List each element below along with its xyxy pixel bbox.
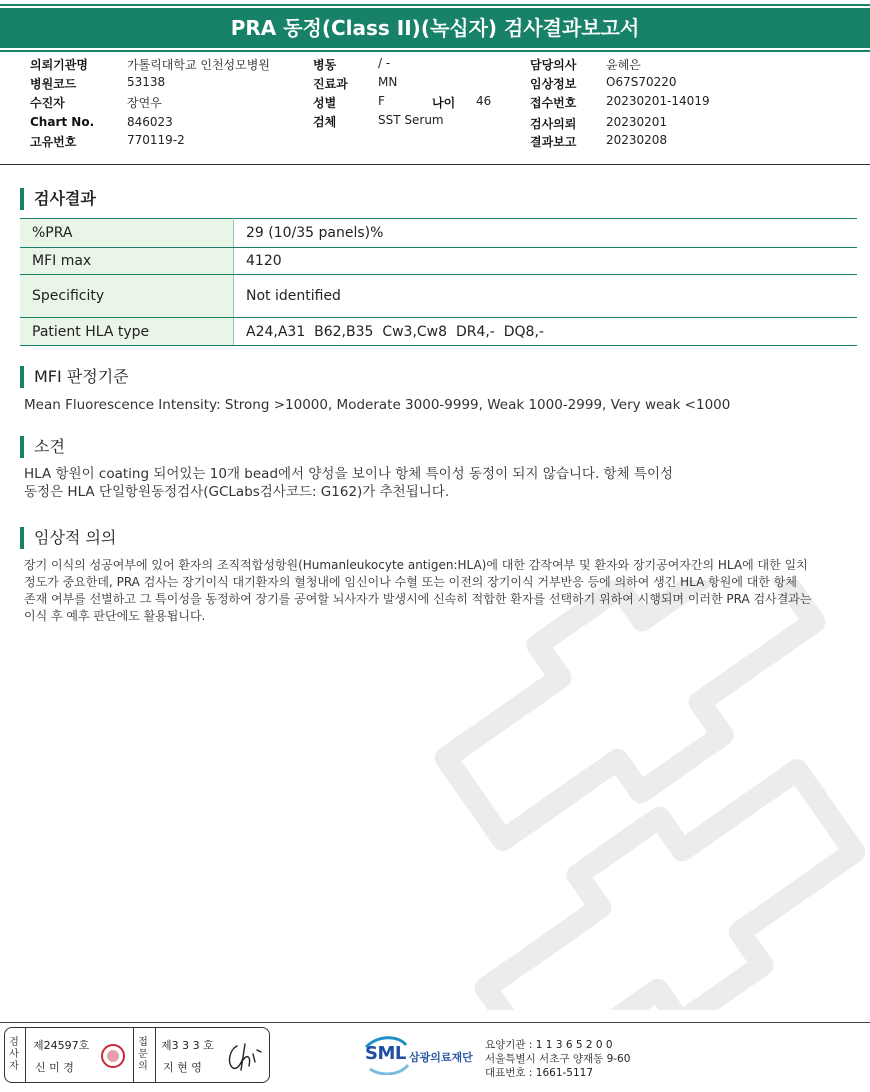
unique-value: 770119-2 (127, 133, 185, 147)
approver-label: 접문의 (138, 1037, 148, 1072)
ward-value: / - (378, 56, 391, 70)
opinion-line: 동정은 HLA 단일항원동정검사(GCLabs검사코드: G162)가 추천됩니다. (24, 484, 450, 500)
sex-label: 성별 (313, 96, 337, 110)
logo-text: SML (365, 1043, 406, 1064)
patient-value: 장연우 (127, 96, 162, 110)
cross-watermark-icon (380, 580, 870, 1010)
footer-divider (0, 1022, 870, 1023)
report-value: 20230208 (606, 133, 668, 147)
opinion-line: HLA 항원이 coating 되어있는 10개 bead에서 양성을 보이나 항체 특이성 동정이 되지 않습니다. 항체 특이성 (24, 466, 674, 482)
dept-value: MN (378, 75, 398, 89)
dept-label: 진료과 (313, 77, 348, 91)
opinion-heading: 소견 (20, 436, 65, 458)
table-row (20, 219, 857, 248)
approver-number: 제3 3 3 호 (161, 1039, 214, 1052)
specimen-label: 검체 (313, 115, 337, 129)
result-value: A24,A31 B62,B35 Cw3,Cw8 DR4,- DQ8,- (234, 318, 858, 346)
clinical-significance-line: 이식 후 예후 판단에도 활용됩니다. (24, 609, 206, 623)
chart-value: 846023 (127, 115, 173, 129)
mfi-heading: MFI 판정기준 (20, 366, 129, 388)
result-key: Specificity (20, 275, 234, 318)
result-key: Patient HLA type (20, 318, 234, 346)
request-label: 검사의뢰 (530, 117, 577, 131)
address: 서울특별시 서초구 양재동 9-60 (485, 1053, 631, 1065)
seal-stamp (101, 1044, 125, 1068)
unique-label: 고유번호 (30, 135, 77, 149)
clinical-significance-line: 정도가 중요한데, PRA 검사는 장기이식 대기환자의 혈청내에 임신이나 수혈 또는 이전의 장기이식 거부반응 등에 의하여 생긴 HLA 항원에 대한 항체 (24, 575, 797, 589)
receipt-value: 20230201-14019 (606, 94, 710, 108)
age-label: 나이 (432, 96, 456, 110)
result-value: Not identified (234, 275, 858, 318)
institution-value: 가톨릭대학교 인천성모병원 (127, 58, 270, 72)
result-key: MFI max (20, 248, 234, 275)
institution-code: 요양기관 : 1 1 3 6 5 2 0 0 (485, 1039, 613, 1051)
age-value: 46 (476, 94, 492, 108)
table-row (20, 248, 857, 275)
approver-name: 지 현 영 (163, 1061, 202, 1074)
examiner-number: 제24597호 (33, 1039, 90, 1052)
report-title: PRA 동정(Class II)(녹십자) 검사결과보고서 (0, 8, 870, 48)
clinical-significance-heading: 임상적 의의 (20, 527, 116, 549)
clinical-label: 임상정보 (530, 77, 577, 91)
phone: 대표번호 : 1661-5117 (485, 1067, 594, 1079)
organization-name: 삼광의료재단 (409, 1051, 473, 1064)
patient-label: 수진자 (30, 96, 65, 110)
signature-image (223, 1040, 263, 1074)
request-value: 20230201 (606, 115, 668, 129)
mfi-criteria-text: Mean Fluorescence Intensity: Strong >10000, Moderate 3000-9999, Weak 1000-2999, Very weak <1000 (24, 397, 731, 413)
patient-info (0, 56, 870, 152)
doctor-label: 담당의사 (530, 58, 577, 72)
receipt-label: 접수번호 (530, 96, 577, 110)
doctor-value: 윤혜은 (606, 58, 641, 72)
result-key: %PRA (20, 219, 234, 248)
info-divider (0, 164, 870, 165)
clinical-value: O67S70220 (606, 75, 677, 89)
hospital-code-value: 53138 (127, 75, 166, 89)
examiner-name: 신 미 경 (35, 1061, 74, 1074)
report-label: 결과보고 (530, 135, 577, 149)
clinical-significance-line: 존재 여부를 선별하고 그 특이성을 동정하여 장기를 공여할 뇌사자가 발생시에 신속히 적합한 환자를 선택하기 위하여 시행되며 이러한 PRA 검사결과는 (24, 592, 812, 606)
table-row (20, 318, 857, 346)
results-heading: 검사결과 (20, 188, 96, 210)
chart-label: Chart No. (30, 115, 95, 129)
table-row (20, 275, 857, 318)
result-value: 29 (10/35 panels)% (234, 219, 858, 248)
examiner-label: 검사자 (9, 1037, 19, 1072)
signature-box (4, 1027, 270, 1083)
ward-label: 병동 (313, 58, 337, 72)
specimen-value: SST Serum (378, 113, 444, 127)
clinical-significance-line: 장기 이식의 성공여부에 있어 환자의 조직적합성항원(Humanleukocyte antigen:HLA)에 대한 감작여부 및 환자와 장기공여자간의 HLA에 대한 일치 (24, 558, 808, 572)
results-table (20, 218, 857, 346)
institution-label: 의뢰기관명 (30, 58, 88, 72)
result-value: 4120 (234, 248, 858, 275)
sex-value: F (378, 94, 385, 108)
hospital-code-label: 병원코드 (30, 77, 77, 91)
